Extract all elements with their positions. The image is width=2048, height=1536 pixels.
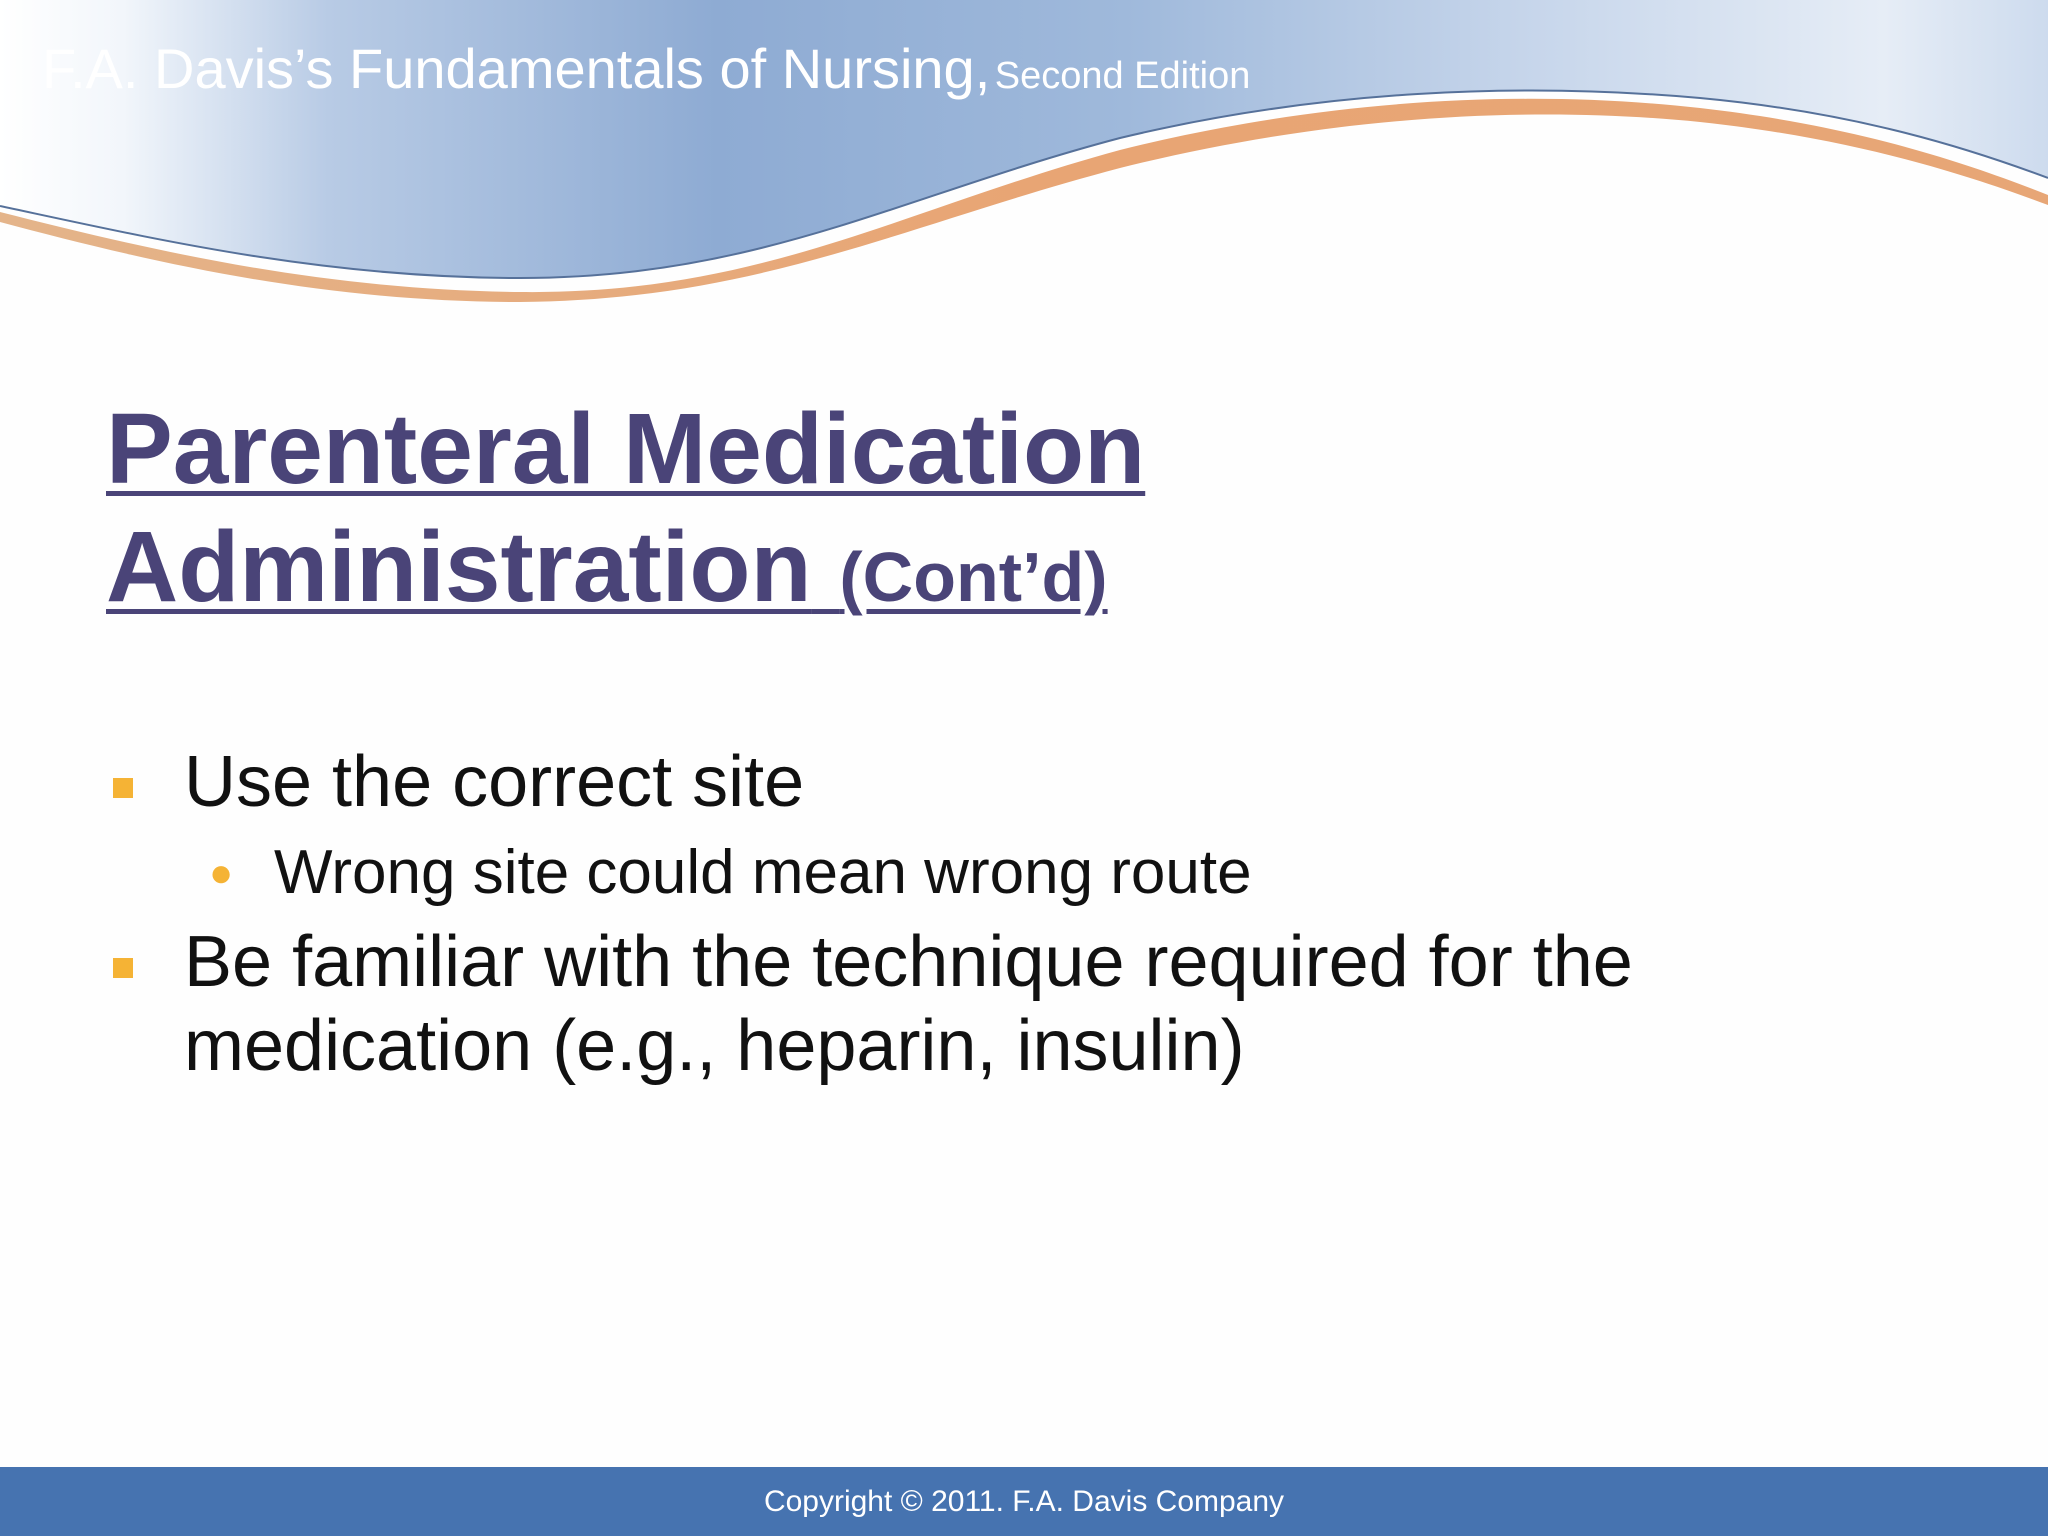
bullet-text: Be familiar with the technique required for the medication (e.g., heparin, insulin) [184,922,1633,1086]
slide-title [106,390,1606,636]
sub-bullet-text: Wrong site could mean wrong route [274,838,1252,907]
square-bullet-icon [113,958,133,978]
bullet-item [106,920,1906,1088]
sub-bullet-item [106,834,1906,912]
bullet-text: Use the correct site [184,742,805,822]
dot-bullet-icon: ● [209,851,234,895]
square-bullet-icon [113,778,133,798]
title-continued-suffix: (Cont’d) [839,538,1108,616]
bullet-item [106,740,1906,824]
title-line-1: Parenteral Medication [106,393,1146,505]
copyright-text: Copyright © 2011. F.A. Davis Company [763,1485,1285,1518]
book-title: F.A. Davis’s Fundamentals of Nursing, [42,37,991,100]
edition-label: Second Edition [994,55,1251,97]
title-line-2: Administration [106,511,812,623]
footer-bar [0,1467,2048,1536]
book-title-header [42,36,1250,101]
bullet-list [106,740,1906,1098]
